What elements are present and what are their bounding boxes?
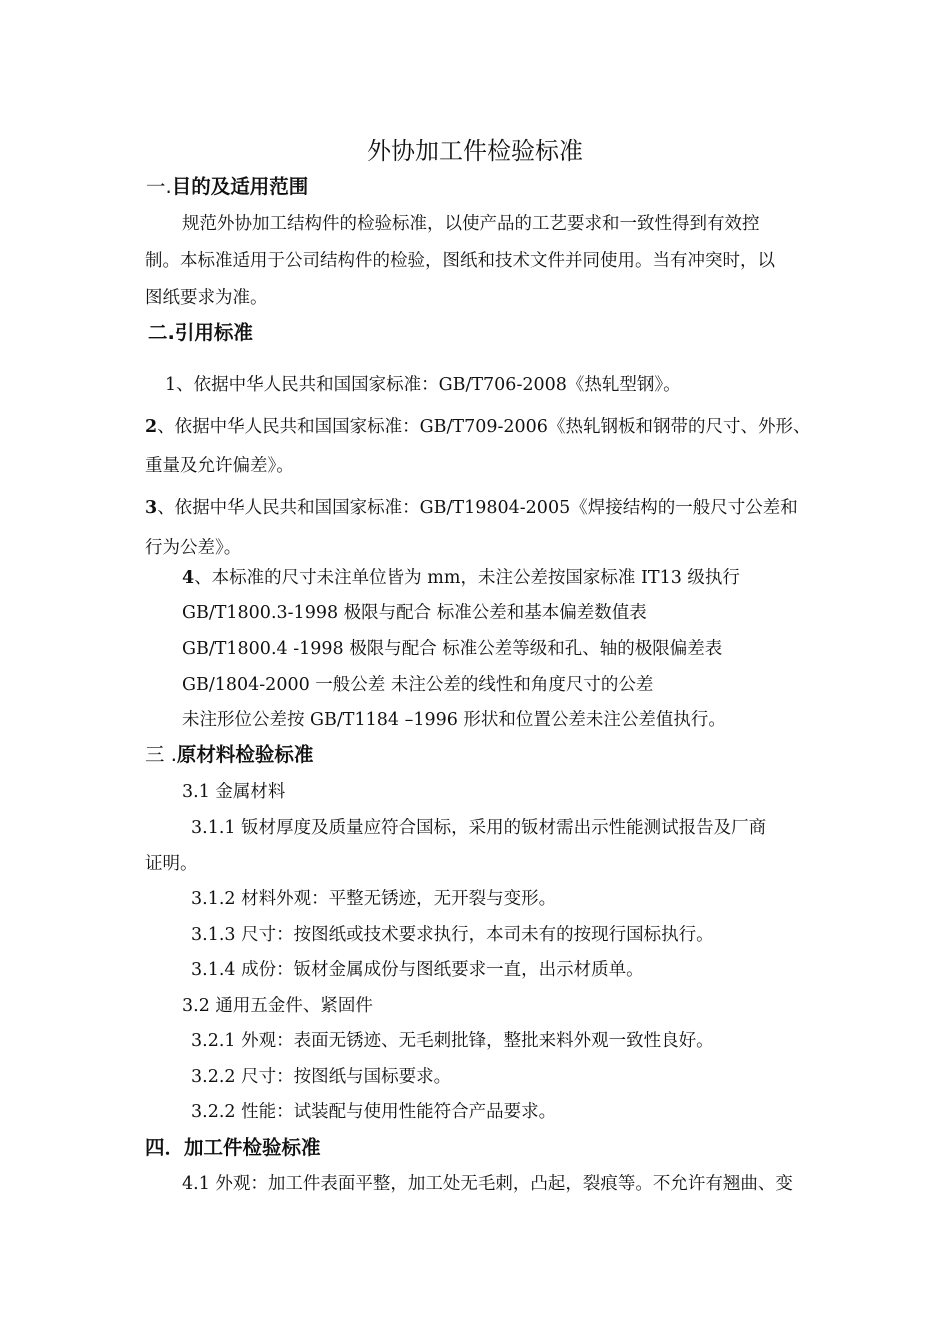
standard-line-3: GB/1804-2000 一般公差 未注公差的线性和角度尺寸的公差 — [182, 675, 654, 695]
standard-line-1: GB/T1800.3-1998 极限与配合 标准公差和基本偏差数值表 — [182, 603, 647, 623]
section-1-prefix: 一. — [146, 175, 172, 198]
section-1-title: 目的及适用范围 — [171, 175, 309, 198]
reference-item-4-number: 4 — [182, 568, 195, 588]
section-1-para-line-2: 制。本标准适用于公司结构件的检验，图纸和技术文件并同使用。当有冲突时，以 — [145, 251, 775, 271]
reference-item-2-line-2: 重量及允许偏差》。 — [145, 456, 294, 476]
clause-3-1-2: 3.1.2 材料外观：平整无锈迹，无开裂与变形。 — [191, 889, 557, 909]
section-3-heading — [145, 742, 313, 768]
section-3-prefix: 三 . — [145, 743, 177, 766]
section-4-heading: 四．加工件检验标准 — [145, 1136, 321, 1159]
section-1-para-line-3: 图纸要求为准。 — [145, 288, 268, 308]
reference-item-3-number: 3 — [145, 498, 158, 518]
section-1-para-line-1: 规范外协加工结构件的检验标准，以使产品的工艺要求和一致性得到有效控 — [182, 214, 760, 234]
clause-3-2-1: 3.2.1 外观：表面无锈迹、无毛刺批锋，整批来料外观一致性良好。 — [191, 1031, 714, 1051]
reference-item-4 — [182, 566, 740, 590]
reference-item-3-text: 、依据中华人民共和国国家标准：GB/T19804-2005《焊接结构的一般尺寸公差和 — [157, 498, 798, 518]
clause-4-1: 4.1 外观：加工件表面平整，加工处无毛刺，凸起，裂痕等。不允许有翘曲、变 — [182, 1174, 793, 1194]
reference-item-1: 1、依据中华人民共和国国家标准：GB/T706-2008《热轧型钢》。 — [165, 375, 681, 395]
clause-3-1-3: 3.1.3 尺寸：按图纸或技术要求执行，本司未有的按现行国标执行。 — [191, 925, 714, 945]
clause-3-1-1-line-1: 3.1.1 钣材厚度及质量应符合国标，采用的钣材需出示性能测试报告及厂商 — [191, 818, 767, 838]
reference-item-3-line-2: 行为公差》。 — [145, 538, 242, 558]
page-title: 外协加工件检验标准 — [367, 137, 583, 165]
section-2-heading: 二.引用标准 — [148, 321, 253, 344]
standard-line-4: 未注形位公差按 GB/T1184 –1996 形状和位置公差未注公差值执行。 — [182, 710, 726, 730]
clause-3-2-2-size: 3.2.2 尺寸：按图纸与国标要求。 — [191, 1067, 452, 1087]
section-1-heading — [146, 174, 308, 200]
reference-item-3-line-1 — [145, 496, 798, 520]
subsection-3-1: 3.1 金属材料 — [182, 782, 286, 802]
standard-line-2: GB/T1800.4 -1998 极限与配合 标准公差等级和孔、轴的极限偏差表 — [182, 639, 723, 659]
clause-3-1-4: 3.1.4 成份：钣材金属成份与图纸要求一直，出示材质单。 — [191, 960, 644, 980]
reference-item-4-text: 、本标准的尺寸未注单位皆为 mm，未注公差按国家标准 IT13 级执行 — [194, 568, 740, 588]
clause-3-2-2-performance: 3.2.2 性能：试装配与使用性能符合产品要求。 — [191, 1102, 557, 1122]
reference-item-2-number: 2 — [145, 417, 158, 437]
section-3-title: 原材料检验标准 — [176, 743, 314, 766]
clause-3-1-1-line-2: 证明。 — [145, 854, 198, 874]
reference-item-2-line-1 — [145, 415, 810, 439]
subsection-3-2: 3.2 通用五金件、紧固件 — [182, 996, 373, 1016]
reference-item-2-text: 、依据中华人民共和国国家标准：GB/T709-2006《热轧钢板和钢带的尺寸、外形、 — [157, 417, 811, 437]
